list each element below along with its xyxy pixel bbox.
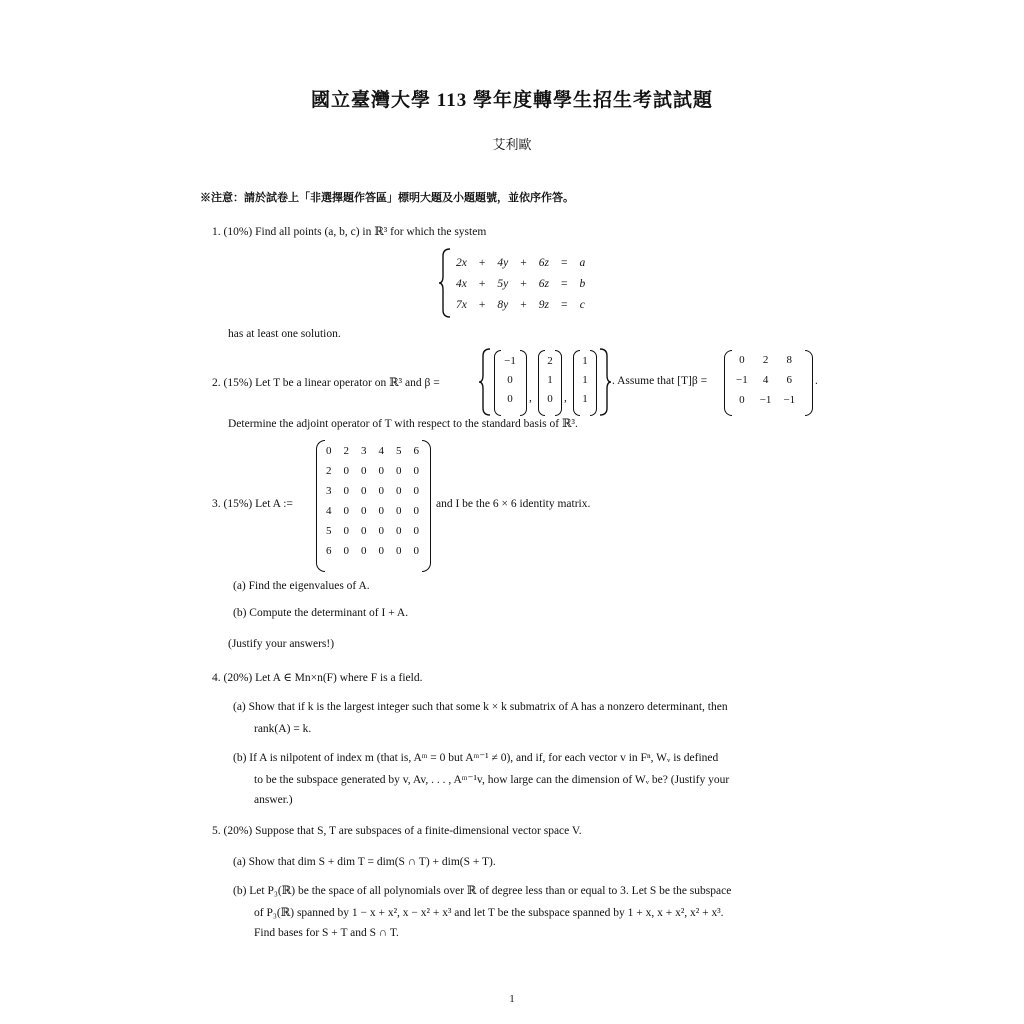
matrix-entry: 2 [326,465,332,477]
matrix-entry: 0 [413,525,419,537]
matrix-entry: −1 [783,394,796,406]
matrix-row [320,501,425,521]
q5-part-a: (a) Show that dim S + dim T = dim(S ∩ T) + dim(S + T). [233,856,496,868]
matrix-entry: −1 [759,394,772,406]
op: + [520,298,527,311]
matrix-entry: 0 [396,465,402,477]
q2-end: . [815,375,818,387]
q1-outro: has at least one solution. [228,328,341,340]
term: 7x [456,298,467,311]
matrix-entry: 0 [343,505,349,517]
q5-part-b-line2: of P₃(ℝ) spanned by 1 − x + x², x − x² + x³ and let T be the subspace spanned by 1 + x, x + x², x² + x³. [254,907,724,919]
vector-entry: 2 [547,355,553,367]
op: + [478,256,486,269]
matrix-entry: 0 [326,445,332,457]
matrix-entry: 2 [762,354,769,366]
matrix-entry: 0 [396,485,402,497]
matrix-entry: −1 [736,374,748,386]
matrix-entry: 0 [413,545,419,557]
term: 9z [538,298,549,311]
matrix-entry: 3 [361,445,367,457]
matrix-entry: 0 [378,485,384,497]
vector-entry: 1 [582,393,588,405]
q5-part-b-line3: Find bases for S + T and S ∩ T. [254,927,399,939]
q3-after: and I be the 6 × 6 identity matrix. [436,498,591,510]
q4-part-b-line1: (b) If A is nilpotent of index m (that is, Aᵐ = 0 but Aᵐ⁻¹ ≠ 0), and if, for each vector v in Fⁿ, Wᵥ is defined [233,752,719,764]
matrix-entry: 0 [343,545,349,557]
matrix-entry: 0 [343,485,349,497]
op: + [478,298,486,311]
q2-line2: Determine the adjoint operator of T with respect to the standard basis of ℝ³. [228,418,578,430]
matrix-paren-right [805,350,813,416]
q1-intro: 1. (10%) Find all points (a, b, c) in ℝ³ for which the system [212,226,487,238]
matrix-entry: 0 [361,465,367,477]
matrix-entry: 6 [413,445,419,457]
equation-row [450,294,591,315]
matrix-entry: 5 [396,445,402,457]
exam-notice: ※注意：請於試卷上「非選擇題作答區」標明大題及小題題號，並依序作答。 [200,192,574,204]
matrix-row [320,541,425,561]
matrix-entry: 2 [343,445,349,457]
q3-intro: 3. (15%) Let A := [212,498,293,510]
q2-T-matrix [730,350,801,410]
term: 4x [456,277,467,290]
matrix-row [320,481,425,501]
vector-entry: −1 [504,355,516,367]
matrix-entry: 0 [396,525,402,537]
q2-basis-close-brace [598,348,612,416]
term: 2x [456,256,467,269]
matrix-paren-right [422,440,431,572]
vector-paren-right [520,350,527,416]
q1-equation-system [450,252,591,315]
matrix-entry: 0 [343,465,349,477]
q3-justify: (Justify your answers!) [228,638,335,650]
matrix-entry: 0 [378,525,384,537]
q5-intro: 5. (20%) Suppose that S, T are subspaces of a finite-dimensional vector space V. [212,825,582,837]
op: + [478,277,486,290]
q4-part-a-line2: rank(A) = k. [254,723,312,735]
page-number: 1 [509,993,515,1005]
matrix-entry: 0 [739,354,745,366]
q5-part-b-line1: (b) Let P₃(ℝ) be the space of all polynomials over ℝ of degree less than or equal to 3. Let S be the subspace [233,885,732,897]
matrix-entry: 0 [361,545,367,557]
vector-entry: 1 [582,355,588,367]
vector-entry: 0 [507,374,513,386]
matrix-entry: 4 [378,445,384,457]
q2-assume: . Assume that [T]β = [612,375,708,387]
vector-entry: 1 [547,374,553,386]
q4-part-b-line3: answer.) [254,794,293,806]
term: 5y [497,277,509,290]
q4-part-a-line1: (a) Show that if k is the largest integer such that some k × k submatrix of A has a nonzero determinant, then [233,701,728,713]
matrix-entry: 0 [413,465,419,477]
term: 4y [497,256,509,269]
matrix-entry: 4 [762,374,769,386]
basis-vector-1 [499,352,521,409]
matrix-entry: 0 [378,465,384,477]
matrix-entry: 0 [396,545,402,557]
matrix-entry: 0 [396,505,402,517]
matrix-row [320,461,425,481]
matrix-entry: 0 [413,485,419,497]
term: c [579,298,585,311]
q3-part-b: (b) Compute the determinant of I + A. [233,607,409,619]
op: = [560,256,568,269]
vector-paren-right [555,350,562,416]
term: 6z [538,277,549,290]
matrix-entry: 0 [378,545,384,557]
q2-basis-open-brace [478,348,492,416]
matrix-entry: 0 [413,505,419,517]
matrix-entry: 3 [326,485,332,497]
matrix-entry: 0 [739,394,745,406]
q2-intro: 2. (15%) Let T be a linear operator on ℝ³ and β = [212,377,440,389]
q3-A-matrix [320,441,425,561]
matrix-entry: 0 [378,505,384,517]
term: b [579,277,586,290]
comma: , [529,392,532,404]
matrix-entry: 4 [326,505,332,517]
matrix-entry: 0 [361,525,367,537]
q4-part-b-line2: to be the subspace generated by v, Av, . . . , Aᵐ⁻¹v, how large can the dimension of Wᵥ be? (Justify your [254,774,730,786]
matrix-entry: 8 [786,354,793,366]
vector-entry: 1 [582,374,588,386]
op: = [560,298,568,311]
vector-entry: 0 [507,393,513,405]
matrix-entry: 0 [361,505,367,517]
op: = [560,277,568,290]
matrix-entry: 5 [326,525,332,537]
matrix-row [320,521,425,541]
vector-entry: 0 [547,393,553,405]
author: 艾利歐 [492,137,532,152]
vector-paren-right [590,350,597,416]
matrix-row [320,441,425,461]
matrix-entry: 6 [786,374,793,386]
matrix-entry: 6 [326,545,332,557]
op: + [520,256,527,269]
equation-row [450,273,591,294]
matrix-entry: 0 [343,525,349,537]
q3-part-a: (a) Find the eigenvalues of A. [233,580,370,592]
comma: , [564,392,567,404]
op: + [520,277,527,290]
term: 8y [497,298,509,311]
page-title: 國立臺灣大學 113 學年度轉學生招生考試試題 [311,90,713,111]
matrix-entry: 0 [361,485,367,497]
q4-intro: 4. (20%) Let A ∈ Mn×n(F) where F is a field. [212,672,423,684]
equation-row [450,252,591,273]
term: 6z [538,256,549,269]
term: a [579,256,586,269]
